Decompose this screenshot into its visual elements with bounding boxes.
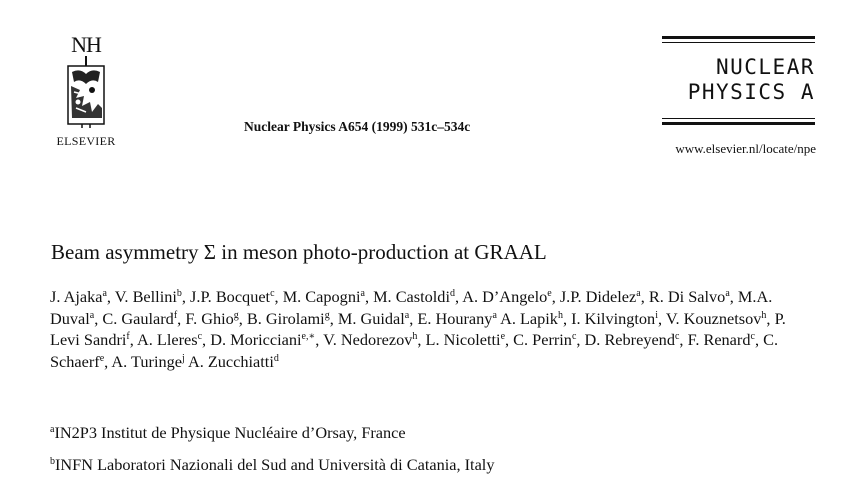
author-name: M. Castoldi	[373, 287, 450, 306]
elsevier-tree-icon	[62, 56, 110, 130]
north-holland-mark: NH	[71, 32, 101, 57]
author-affiliation-mark: c	[571, 331, 577, 342]
author-affiliation-mark: d	[449, 288, 455, 299]
author-name: B. Girolami	[246, 308, 325, 328]
author	[417, 309, 497, 328]
author	[560, 287, 641, 306]
affiliation-text: IN2P3 Institut de Physique Nucléaire d’Orsay, France	[54, 423, 406, 442]
affiliation-list	[50, 422, 494, 486]
author-affiliation-mark: f	[173, 309, 178, 321]
journal-name-line1: NUCLEAR	[715, 55, 815, 79]
masthead-rule-top	[662, 36, 815, 39]
author	[585, 330, 680, 349]
author-list: J. Ajaka$^a$, V. Bellini$^b$, J.P. Bocquet$^c$, M. Capogni$^a$, M. Castoldi$^d$, A. D’Angelo$^e$, J.P. Didelez$^a$, R. Di Salvo$^a$, M.A. Duval$^a$, C. Gaulard$^f$, F. Ghio$^g$, B. Girolami$^g$, M. Guidal$^a$, E. Hourany$^a$ A. Lapik$^h$, I. Kilvington$^i$, V. Kouznetsov$^h$, P. Levi Sandri$^f$, A. Lleres$^c$, D. Moricciani$^{e,∗}$, V. Nedorezov$^h$, L. Nicoletti$^e$, C. Perrin$^c$, D. Rebreyend$^c$, F. Renard$^c$, C. Schaerf$^e$, A. Turinge$^j$ A. Zucchiatti$^d$	[50, 287, 786, 371]
author	[338, 309, 409, 328]
journal-url[interactable]: www.elsevier.nl/locate/npe	[675, 141, 816, 156]
author	[373, 287, 455, 306]
author-name: A. Turinge	[111, 351, 182, 371]
author	[102, 309, 177, 328]
author	[688, 330, 755, 349]
author-affiliation-mark: e	[99, 352, 105, 364]
author-name: I. Kilvington	[571, 308, 656, 328]
journal-name	[662, 55, 815, 105]
affiliation-key: b	[50, 456, 55, 467]
author	[111, 352, 184, 371]
author-affiliation-mark: h	[761, 309, 767, 321]
author-name: M. Guidal	[337, 308, 405, 328]
author-name: M.A. Duval	[50, 287, 773, 328]
author-affiliation-mark: b	[176, 288, 182, 299]
author	[513, 330, 576, 349]
affiliation	[50, 422, 494, 443]
author-name: R. Di Salvo	[648, 287, 726, 306]
author	[666, 309, 767, 328]
paper-title: Beam asymmetry Σ in meson photo-production at GRAAL	[51, 240, 547, 264]
author-affiliation-mark: a	[89, 309, 95, 321]
author-name: P. Levi Sandri	[50, 308, 786, 349]
masthead-rule-top-thin	[662, 42, 815, 43]
author-affiliation-mark: h	[412, 331, 418, 342]
author-name: A. D’Angelo	[462, 287, 548, 306]
author-name: D. Rebreyend	[584, 330, 675, 349]
author-name: C. Perrin	[513, 330, 572, 349]
author-name: C. Gaulard	[102, 308, 174, 328]
author	[426, 330, 506, 349]
author	[210, 330, 315, 349]
author-name: M. Capogni	[282, 287, 361, 306]
author-affiliation-mark: a	[725, 288, 730, 299]
author-name: J. Ajaka	[50, 287, 103, 306]
author-name: V. Nedorezov	[323, 330, 413, 349]
affiliation	[50, 454, 494, 475]
masthead-rule-bottom	[662, 122, 815, 125]
author	[323, 330, 417, 349]
author-name: A. Lapik	[500, 308, 558, 328]
author-name: F. Ghio	[185, 308, 234, 328]
journal-citation: Nuclear Physics A654 (1999) 531c–534c	[244, 119, 471, 134]
author-affiliation-mark: f	[126, 331, 130, 342]
author-affiliation-mark: a	[636, 288, 641, 299]
publisher-name: ELSEVIER	[56, 134, 116, 148]
masthead-rule-bottom-thin	[662, 118, 815, 119]
author-name: L. Nicoletti	[425, 330, 501, 349]
author	[188, 352, 279, 371]
author-name: D. Moricciani	[210, 330, 302, 349]
author-affiliation-mark: c	[750, 331, 755, 342]
author-affiliation-mark: h	[557, 309, 563, 321]
author	[283, 287, 365, 306]
author-name: V. Kouznetsov	[665, 308, 762, 328]
author-name: C. Schaerf	[50, 330, 779, 371]
author-affiliation-mark: d	[273, 352, 279, 364]
author	[185, 309, 238, 328]
author-affiliation-mark: a	[102, 288, 107, 299]
author-affiliation-mark: c	[674, 331, 680, 342]
author-affiliation-mark: c	[270, 288, 275, 299]
author-name: V. Bellini	[114, 287, 177, 306]
author	[649, 287, 730, 306]
author-affiliation-mark: c	[197, 331, 203, 342]
publisher-logo	[44, 34, 128, 149]
author	[247, 309, 330, 328]
author	[137, 330, 202, 349]
author-affiliation-mark: g	[324, 309, 330, 321]
author	[571, 309, 658, 328]
author	[115, 287, 182, 306]
author-name: J.P. Bocquet	[190, 287, 271, 306]
author-name: A. Zucchiatti	[187, 351, 274, 371]
author-name: F. Renard	[687, 330, 751, 349]
author-affiliation-mark: e,∗	[301, 331, 316, 342]
author-affiliation-mark: j	[182, 352, 185, 364]
author-affiliation-mark: a	[360, 288, 365, 299]
author	[500, 309, 563, 328]
author-affiliation-mark: e	[547, 288, 552, 299]
journal-masthead	[662, 36, 815, 125]
affiliation-key: a	[50, 424, 55, 435]
author-name: E. Hourany	[417, 308, 493, 328]
author	[190, 287, 275, 306]
author-affiliation-mark: a	[404, 309, 410, 321]
author-affiliation-mark: e	[500, 331, 506, 342]
author-name: J.P. Didelez	[559, 287, 637, 306]
affiliation-text: INFN Laboratori Nazionali del Sud and Università di Catania, Italy	[55, 455, 495, 474]
author-affiliation-mark: a	[492, 309, 497, 321]
journal-name-line2: PHYSICS A	[687, 80, 815, 104]
author	[50, 287, 107, 306]
author-name: A. Lleres	[137, 330, 198, 349]
author	[462, 287, 551, 306]
author-affiliation-mark: g	[233, 309, 239, 321]
author-affiliation-mark: i	[655, 309, 658, 321]
